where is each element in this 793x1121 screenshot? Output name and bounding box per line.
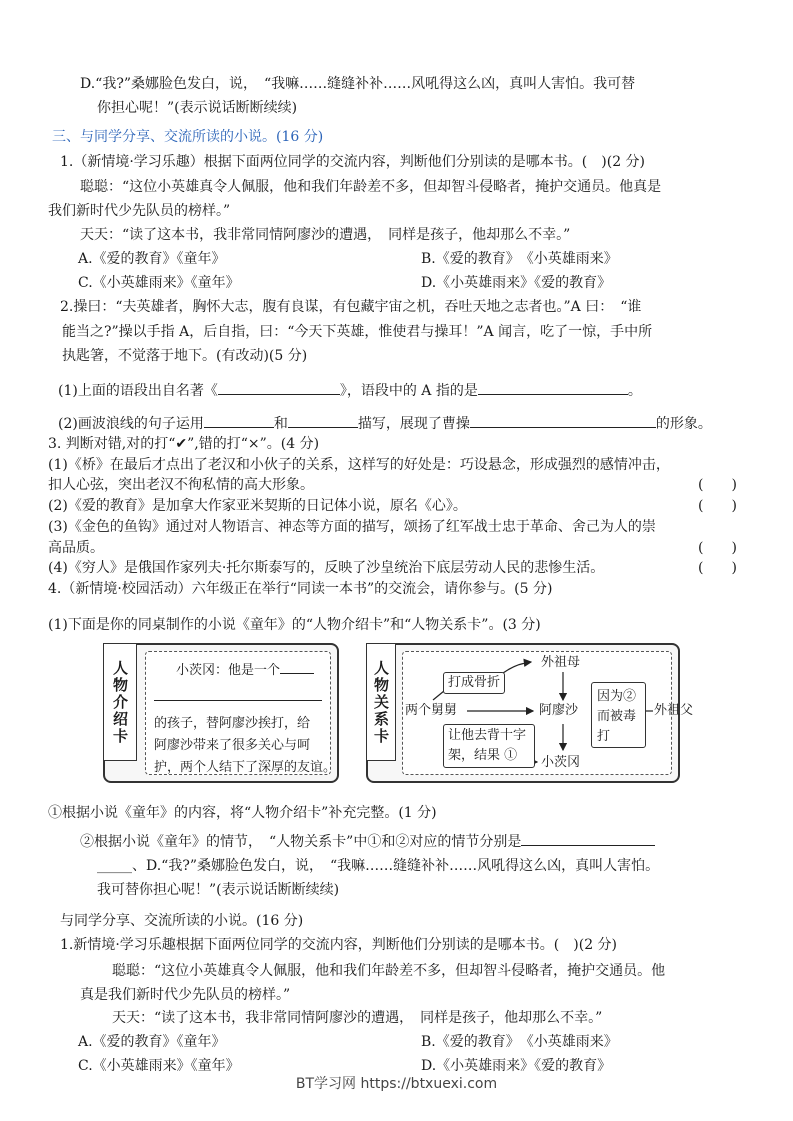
footer-watermark: BT学习网 https://btxuexi.com — [295, 1076, 498, 1092]
character-intro-card — [103, 643, 339, 783]
answer-blank[interactable] — [470, 413, 656, 428]
answer-blank[interactable] — [478, 380, 628, 395]
q4-stem: 4.（新情境·校园活动）六年级正在举行“同读一本书”的交流会，请你参与。(5 分) — [48, 581, 553, 597]
q3-item3-line2: 高品质。 — [48, 540, 104, 556]
card-body — [402, 651, 694, 775]
node-because-text: 打 — [597, 729, 611, 744]
q4-s2: ②根据小说《童年》的情节， “人物关系卡”中①和②对应的情节分别是 — [80, 831, 655, 852]
dup-q1-stem: 1.新情境·学习乐趣根据下面两位同学的交流内容，判断他们分别读的是哪本书。( )(2 分) — [60, 937, 618, 953]
q2-sub2: (2)画波浪线的句子运用 和 描写，展现了曹操 的形象。 — [58, 413, 712, 434]
node-broken-bones: 打成骨折 — [443, 672, 505, 694]
dup-option-a: A.《爱的教育》《童年》 — [78, 1034, 226, 1050]
node-grandfather: 外祖父 — [654, 703, 694, 718]
q2-passage-line2: 能当之?”操以手指 A，后自指，曰：“今天下英雄，惟使君与操耳！”A 闻言，吃了一惊，手中所 — [62, 324, 653, 340]
q1-congcong-line1: 聪聪：“这位小英雄真令人佩服，他和我们年龄差不多，但却智斗侵略者，掩护交通员。他真是 — [80, 179, 662, 195]
card-line: 护，两个人结下了深厚的友谊。 — [154, 760, 337, 775]
card-line: 小茨冈：他是一个 — [176, 659, 314, 681]
q1-option-d: D.《小英雄雨来》《爱的教育》 — [421, 275, 612, 291]
dup-title: 与同学分享、交流所读的小说。(16 分) — [60, 913, 304, 929]
card-line: 的孩子，替阿廖沙挨打，给 — [154, 716, 311, 731]
answer-blank[interactable] — [280, 659, 314, 674]
dup-tiantian: 天天：“读了这本书，我非常同情阿廖沙的遭遇， 同样是孩子，他却那么不幸。” — [112, 1010, 603, 1026]
q1-option-a: A.《爱的教育》《童年》 — [78, 251, 226, 267]
answer-blank[interactable] — [204, 413, 274, 428]
q3-stem: 3. 判断对错,对的打“✔”,错的打“×”。(4 分) — [48, 436, 320, 452]
q3-item1-line2: 扣人心弦，突出老汉不徇私情的高大形象。 — [48, 477, 314, 493]
q3-item2-answer[interactable]: ( ) — [698, 498, 737, 514]
answer-blank[interactable] — [218, 380, 340, 395]
q3-item4-answer[interactable]: ( ) — [698, 560, 737, 576]
q3-item1-answer[interactable]: ( ) — [698, 477, 737, 493]
node-cross-text: 让他去背十字 — [448, 728, 527, 743]
q3-item2: (2)《爱的教育》是加拿大作家亚米契斯的日记体小说，原名《心》。 — [48, 498, 467, 514]
q3-item4: (4)《穷人》是俄国作家列夫·托尔斯泰写的，反映了沙皇统治下底层劳动人民的悲惨生活。 — [48, 560, 605, 576]
node-alyosha: 阿廖沙 — [539, 703, 579, 718]
q1-option-b: B.《爱的教育》 《小英雄雨来》 — [421, 251, 618, 267]
q1-option-c: C.《小英雄雨来》《童年》 — [78, 275, 240, 291]
q4-s2-line2: _____、D.“我?”桑娜脸色发白，说， “我嘛……缝缝补补……风吼得这么凶，真叫人害怕。 — [97, 858, 660, 874]
q1-stem: 1.（新情境·学习乐趣）根据下面两位同学的交流内容，判断他们分别读的是哪本书。( )(2 分) — [60, 154, 646, 170]
q4-sub1: (1)下面是你的同桌制作的小说《童年》的“人物介绍卡”和“人物关系卡”。(3 分) — [48, 617, 541, 633]
node-grandmother: 外祖母 — [541, 655, 581, 670]
q4-s1: ①根据小说《童年》的内容，将“人物介绍卡”补充完整。(1 分) — [48, 805, 437, 821]
card-tag: 人物介绍卡 — [103, 643, 137, 761]
node-because-box — [591, 682, 646, 748]
node-cross-box — [443, 724, 535, 768]
node-gypsy: 小茨冈 — [541, 755, 581, 770]
q2-passage-line1: 2.操曰：“夫英雄者，胸怀大志，腹有良谋，有包藏宇宙之机，吞吐天地之志者也。”A 曰： “谁 — [60, 299, 642, 315]
q3-item3-line1: (3)《金色的鱼钩》通过对人物语言、神态等方面的描写，颂扬了红军战士忠于革命、舍己为人的崇 — [48, 519, 656, 535]
q1-congcong-line2: 我们新时代少先队员的榜样。” — [48, 203, 231, 219]
answer-blank[interactable] — [288, 413, 358, 428]
character-relation-card — [366, 643, 694, 783]
option-d-line2: 你担心呢！”(表示说话断断续续) — [97, 100, 298, 116]
q3-item3-answer[interactable]: ( ) — [698, 540, 737, 556]
q1-tiantian: 天天：“读了这本书，我非常同情阿廖沙的遭遇， 同样是孩子，他却那么不幸。” — [80, 227, 571, 243]
section-title: 三、与同学分享、交流所读的小说。(16 分) — [52, 129, 324, 145]
node-because-text: 而被毒 — [597, 709, 637, 724]
answer-blank[interactable] — [521, 831, 655, 846]
dup-congcong-line2: 真是我们新时代少先队员的榜样。” — [80, 987, 291, 1003]
option-d-line1: D.“我?”桑娜脸色发白，说， “我嘛……缝缝补补……风吼得这么凶，真叫人害怕。我可替 — [80, 76, 636, 92]
q2-passage-line3: 执匙箸，不觉落于地下。(有改动)(5 分) — [62, 348, 308, 364]
node-uncles: 两个舅舅 — [405, 703, 458, 718]
card-line: 阿廖沙带来了很多关心与呵 — [154, 738, 311, 753]
q2-sub1: (1)上面的语段出自名著《 》，语段中的 A 指的是 。 — [58, 380, 642, 401]
dup-option-d: D.《小英雄雨来》《爱的教育》 — [421, 1058, 612, 1074]
dup-option-b: B.《爱的教育》 《小英雄雨来》 — [421, 1034, 618, 1050]
dup-option-c: C.《小英雄雨来》《童年》 — [78, 1058, 240, 1074]
dup-congcong-line1: 聪聪：“这位小英雄真令人佩服，他和我们年龄差不多，但却智斗侵略者，掩护交通员。他 — [112, 963, 666, 979]
card-body — [145, 651, 337, 775]
node-cross-text: 架，结果 ① — [448, 748, 518, 763]
card-tag: 人物关系卡 — [366, 643, 396, 761]
q3-item1-line1: (1)《桥》在最后才点出了老汉和小伙子的关系，这样写的好处是：巧设悬念，形成强烈的感情冲击， — [48, 457, 670, 473]
q4-s2-line3: 我可替你担心呢！”(表示说话断断续续) — [97, 882, 340, 898]
answer-line[interactable] — [154, 700, 322, 701]
node-because-text: 因为② — [597, 689, 637, 704]
